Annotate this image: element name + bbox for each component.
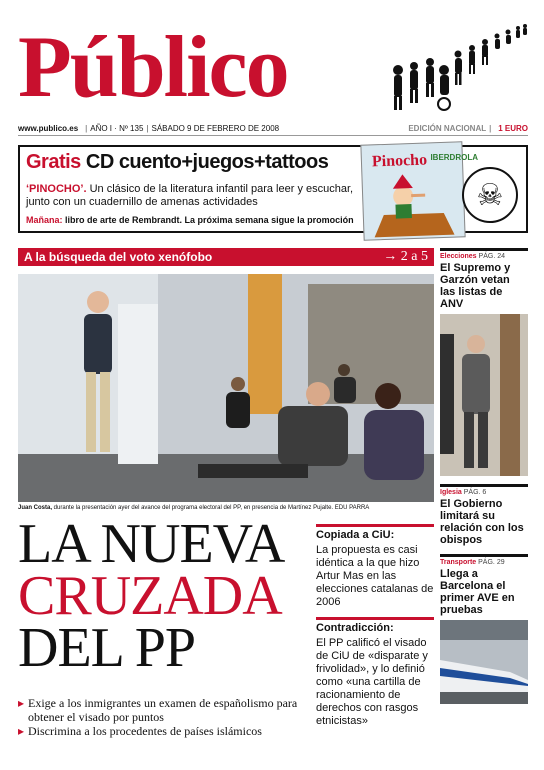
bullet-item: ▸ Exige a los inmigrantes un examen de españolismo para obtener el visado por puntos: [18, 696, 308, 724]
caption-text: durante la presentación ayer del avance del programa electoral del PP, en presencia de Martínez Pujalte. EDU PARRA: [52, 505, 370, 511]
section-label: A la búsqueda del voto xenófobo: [24, 250, 213, 264]
promo-title-rest: CD cuento+juegos+tattoos: [80, 151, 329, 173]
teaser-section-name: Transporte: [440, 559, 477, 566]
dateline: [18, 122, 528, 136]
teaser-text: El Gobierno limitará su relación con los obispos: [440, 498, 524, 546]
website-link[interactable]: www.publico.es: [18, 124, 79, 133]
photo-caption: [18, 505, 434, 511]
promo-next: [26, 215, 354, 225]
price-label: 1 EURO: [498, 124, 528, 133]
ave-train-photo: [440, 620, 528, 704]
teaser-section: [440, 253, 528, 260]
headline-line-2: CRUZADA: [18, 565, 282, 627]
teaser-text: Llega a Barcelona el primer AVE en pruebas: [440, 568, 515, 616]
teaser-elecciones[interactable]: [440, 248, 528, 476]
note-kicker: Contradicción:: [316, 617, 434, 634]
teaser-section-name: Elecciones: [440, 253, 477, 260]
promo-gratis: Gratis: [26, 151, 81, 173]
right-column: [440, 248, 528, 712]
caption-name: Juan Costa,: [18, 505, 53, 511]
section-header[interactable]: [18, 248, 434, 266]
promo-description: [26, 183, 366, 209]
publico-logo[interactable]: Público: [18, 19, 288, 116]
divider: |: [489, 124, 492, 133]
skull-icon: ☠: [462, 167, 518, 223]
crowd-illustration: [378, 18, 528, 118]
main-photo: [18, 274, 434, 502]
headline-bullets: [18, 696, 308, 738]
bullet-item: ▸ Discrimina a los procedentes de países islámicos: [18, 724, 308, 738]
promo-text: Un clásico de la literatura infantil para leer y escuchar, junto con un cuadernillo de amenas actividades: [26, 183, 354, 208]
teaser-text: El Supremo y Garzón vetan las listas de ANV: [440, 262, 511, 310]
note-body: La propuesta es casi idéntica a la que hizo Artur Mas en las elecciones catalanas de 2006: [316, 544, 434, 608]
press-conference-photo: [18, 274, 434, 502]
teaser-transporte[interactable]: [440, 554, 528, 704]
edition-label: EDICIÓN NACIONAL: [408, 124, 487, 133]
teaser-page: PÁG. 29: [478, 559, 505, 566]
teaser-section-name: Iglesia: [440, 489, 462, 496]
issue-number: AÑO I · Nº 135: [90, 124, 144, 133]
teaser-page: PÁG. 6: [463, 489, 487, 496]
teaser-photo-ave: [440, 620, 528, 704]
teaser-section: [440, 559, 528, 566]
teaser-page: PÁG. 24: [478, 253, 505, 260]
promo-highlight: ‘PINOCHO’.: [26, 183, 87, 195]
note-kicker: Copiada a CiU:: [316, 524, 434, 541]
divider: |: [146, 124, 149, 133]
book-title: Pinocho: [371, 151, 428, 171]
headline-line-3: DEL PP: [18, 617, 196, 679]
teaser-iglesia[interactable]: [440, 484, 528, 546]
teaser-section: [440, 489, 528, 496]
issue-date: SÁBADO 9 DE FEBRERO DE 2008: [151, 124, 280, 133]
sponsor-logo: IBERDROLA: [430, 153, 478, 162]
garzon-photo: [440, 314, 528, 476]
divider: |: [85, 124, 88, 133]
section-pages: → 2 a 5: [383, 249, 428, 264]
promo-sub-text: libro de arte de Rembrandt. La próxima semana sigue la promoción: [62, 215, 354, 225]
side-notes: [316, 524, 434, 736]
promo-title: [26, 151, 328, 174]
headline-line-1: LA NUEVA: [18, 513, 285, 575]
promo-banner[interactable]: [18, 145, 528, 233]
masthead: [18, 18, 528, 118]
note-body: El PP calificó el visado de CiU de «disparate y frivolidad», y lo definió como «una cartilla de racionamiento de derechos con rasgos etnicistas»: [316, 637, 428, 727]
teaser-photo-garzon: [440, 314, 528, 476]
main-headline[interactable]: [18, 513, 308, 679]
promo-sub-label: Mañana:: [26, 215, 63, 225]
